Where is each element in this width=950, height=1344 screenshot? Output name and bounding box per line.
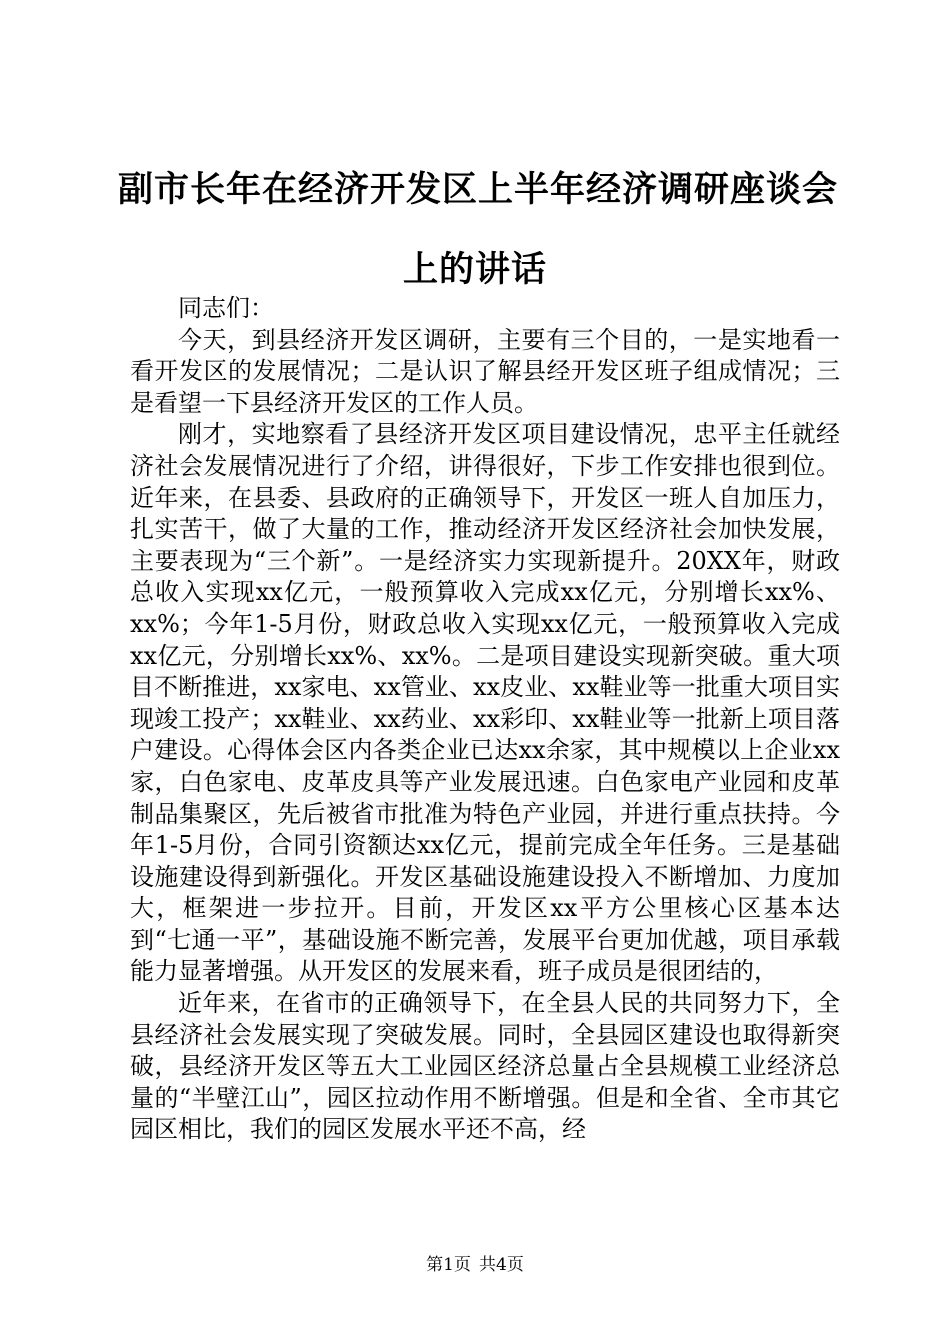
page-number: 第1页 xyxy=(426,1255,471,1275)
page-footer xyxy=(0,1250,950,1275)
body-paragraph: 近年来，在省市的正确领导下，在全县人民的共同努力下，全县经济社会发展实现了突破发展。同时，全县园区建设也取得新突破，县经济开发区等五大工业园区经济总量占全县规模工业经济总量的“半壁江山”，园区拉动作用不断增强。但是和全省、全市其它园区相比，我们的园区发展水平还不高，经 xyxy=(130,989,840,1144)
document-body xyxy=(130,293,840,1146)
body-paragraph: 刚才，实地察看了县经济开发区项目建设情况，忠平主任就经济社会发展情况进行了介绍，讲得很好，下步工作安排也很到位。近年来，在县委、县政府的正确领导下，开发区一班人自加压力，扎实苦干，做了大量的工作，推动经济开发区经济社会加快发展，主要表现为“三个新”。一是经济实力实现新提升。20XX年，财政总收入实现xx亿元，一般预算收入完成xx亿元，分别增长xx%、xx%；今年1-5月份，财政总收入实现xx亿元，一般预算收入完成xx亿元，分别增长xx%、xx%。二是项目建设实现新突破。重大项目不断推进，xx家电、xx管业、xx皮业、xx鞋业等一批重大项目实现竣工投产；xx鞋业、xx药业、xx彩印、xx鞋业等一批新上项目落户建设。心得体会区内各类企业已达xx余家，其中规模以上企业xx家，白色家电、皮革皮具等产业发展迅速。白色家电产业园和皮革制品集聚区，先后被省市批准为特色产业园，并进行重点扶持。今年1-5月份，合同引资额达xx亿元，提前完成全年任务。三是基础设施建设得到新强化。开发区基础设施建设投入不断增加、力度加大，框架进一步拉开。目前，开发区xx平方公里核心区基本达到“七通一平”，基础设施不断完善，发展平台更加优越，项目承载能力显著增强。从开发区的发展来看，班子成员是很团结的， xyxy=(130,420,840,986)
body-paragraph: 今天，到县经济开发区调研，主要有三个目的，一是实地看一看开发区的发展情况；二是认识了解县经开发区班子组成情况；三是看望一下县经济开发区的工作人员。 xyxy=(130,325,840,417)
document-title-line-1: 副市长年在经济开发区上半年经济调研座谈会 xyxy=(118,169,839,210)
document-title-line-2: 上的讲话 xyxy=(402,249,547,290)
salutation-paragraph: 同志们： xyxy=(178,294,274,322)
page-total: 共4页 xyxy=(479,1255,524,1275)
